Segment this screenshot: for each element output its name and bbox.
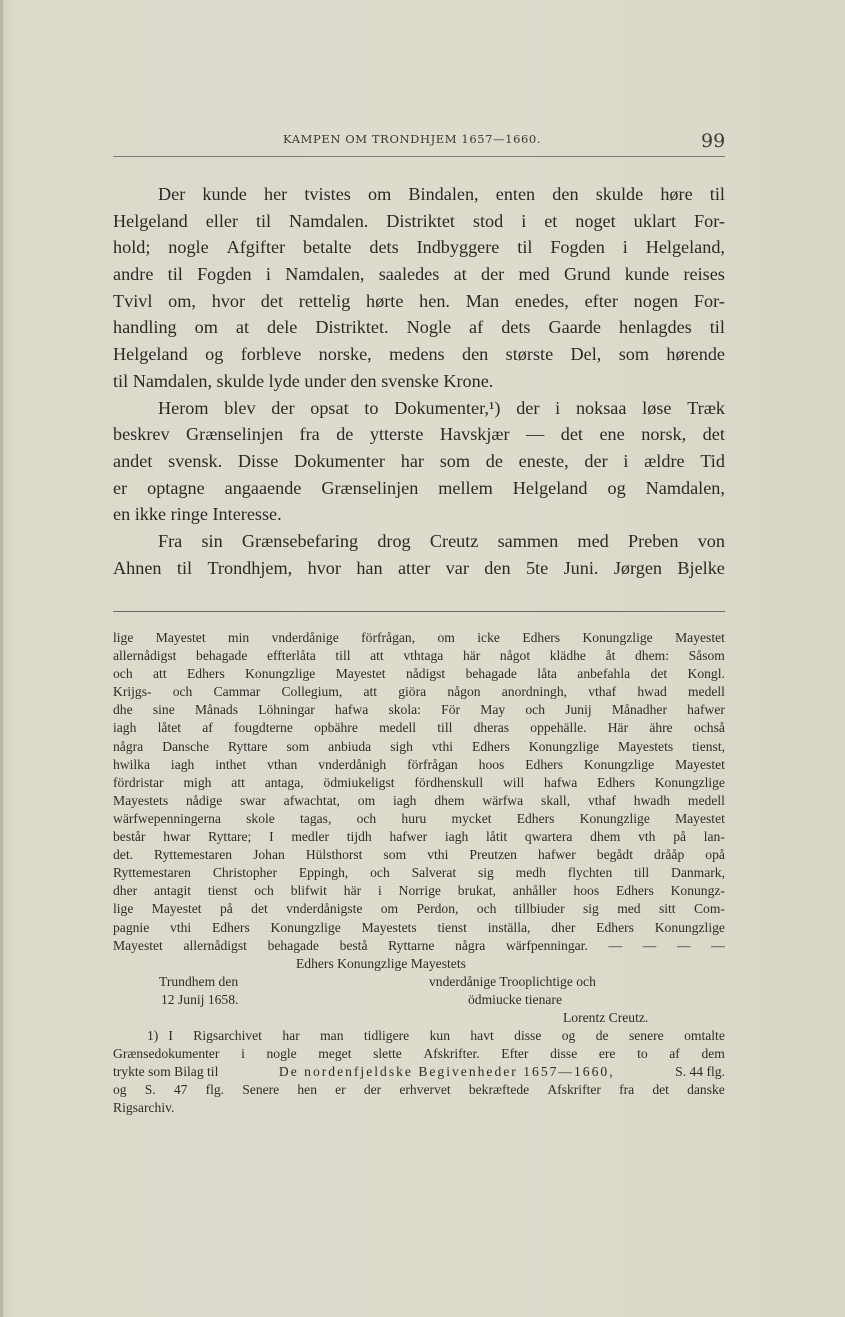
footnote-marker: 1) (147, 1028, 159, 1044)
body-line: Fra sin Grænsebefaring drog Creutz sammen med Preben von (158, 530, 725, 551)
note-line: och att Edhers Konungzlige Mayestet nådigst behagade låta anbefahla det Kongl. (113, 666, 725, 682)
body-line: Herom blev der opsat to Dokumenter,¹) der i noksaa løse Træk (158, 397, 725, 418)
body-line: hold; nogle Afgifter betalte dets Indbyggere til Fogden i Helgeland, (113, 237, 725, 258)
signature-date: 12 Junij 1658. (161, 991, 239, 1007)
body-line: Helgeland eller til Namdalen. Distriktet stod i et noget uklart For- (113, 210, 725, 231)
running-head: KAMPEN OM TRONDHJEM 1657—1660. (283, 132, 542, 146)
note-line: lige Mayestet på det vnderdånigste om Perdon, och tillbiuder sig med sitt Com- (113, 901, 725, 917)
footnote-book-title: De nordenfjeldske Begivenheder 1657—1660, (278, 1064, 615, 1080)
signature-salutation: Edhers Konungzlige Mayestets (296, 955, 466, 971)
note-line: pagnie vthi Edhers Konungzlige Mayestets tienst inställa, dher Edhers Konungzlige (113, 919, 725, 935)
note-line: Ryttemestaren Christopher Eppingh, och Salverat sig medh flychten till Danmark, (113, 865, 725, 881)
note-line: några Dansche Ryttare som anbiuda sigh vthi Edhers Konungzlige Mayestets tienst, (113, 738, 725, 754)
body-line: Der kunde her tvistes om Bindalen, enten den skulde høre til (158, 184, 725, 204)
signature-row (113, 955, 725, 973)
note-line: Mayestets nådige swar afwachtat, om iagh dhem wärfwa skall, vthaf hwadh medell (113, 792, 725, 808)
footnote-line: Rigsarchiv. (113, 1100, 175, 1116)
body-line: til Namdalen, skulde lyde under den svenske Krone. (113, 370, 494, 391)
body-line: Tvivl om, hvor det rettelig hørte hen. Man enedes, efter nogen For- (113, 290, 725, 311)
main-text (113, 181, 725, 581)
body-line: andre til Fogden i Namdalen, saaledes at der med Grund kunde reises (113, 264, 725, 285)
note-line: dhe sine Månads Löhningar hafwa skola: För May och Junij Månadher hafwer (113, 702, 725, 718)
footnote-text: trykte som Bilag til (113, 1064, 219, 1080)
footnote-line (113, 1027, 725, 1045)
footnote-line: Grænsedokumenter i nogle meget slette Afskrifter. Efter disse ere to af dem (113, 1046, 725, 1062)
note-line: Mayestet allernådigst behagade bestå Ryttarne några wärfpenningar. — — — — (113, 937, 725, 953)
note-line: wärfwepenningerna skole tagas, och huru mycket Edhers Konungzlige Mayestet (113, 810, 725, 826)
signature-place: Trundhem den (159, 973, 239, 989)
note-line: iagh låtet af fougdterne opbähre medell till dheras oppehälle. Här ähre ochså (113, 720, 725, 736)
header-rule (113, 156, 725, 157)
signature-row (113, 973, 725, 991)
signature-closing: ödmiucke tienare (468, 991, 562, 1007)
body-line: beskrev Grænselinjen fra de ytterste Havskjær — det ene norsk, det (113, 424, 725, 445)
signature-closing: vnderdånige Trooplichtige och (429, 973, 596, 989)
body-line: en ikke ringe Interesse. (113, 504, 282, 525)
text-note-divider (113, 611, 725, 612)
note-line: består hwar Ryttare; I medler tijdh hafwer iagh låtit qwartera dhem vth på lan- (113, 829, 725, 845)
body-line: er optagne angaaende Grænselinjen mellem Helgeland og Namdalen, (113, 477, 725, 498)
note-line: dher antagit tienst och blifwit här i Norrige brukat, anhåller hoos Edhers Konungz- (113, 883, 725, 899)
body-line: Ahnen til Trondhjem, hvor han atter var den 5te Juni. Jørgen Bjelke (113, 557, 725, 578)
signature-row (113, 1009, 725, 1027)
body-line: handling om at dele Distriktet. Nogle af dets Gaarde henlagdes til (113, 317, 725, 338)
footnote-text: S. 44 flg. (675, 1064, 725, 1080)
footnote-line (113, 1063, 725, 1081)
note-line: lige Mayestet min vnderdånige förfrågan, om icke Edhers Konungzlige Mayestet (113, 630, 725, 645)
footnote-line: og S. 47 flg. Senere hen er der erhvervet bekræftede Afskrifter fra det danske (113, 1082, 725, 1098)
signature-row (113, 991, 725, 1009)
note-line: fördristar migh att antaga, ödmiukeligst fördhenskull will hafwa Edhers Konungzlige (113, 774, 725, 790)
note-line: Krijgs- och Cammar Collegium, att giöra någon anordningh, vthaf hwad medell (113, 684, 725, 700)
footnote-text: I Rigsarchivet har man tidligere kun havt disse og de senere omtalte (168, 1028, 725, 1044)
page-left-edge (0, 0, 3, 1317)
signature-name: Lorentz Creutz. (563, 1009, 649, 1025)
body-line: andet svensk. Disse Dokumenter har som de eneste, der i ældre Tid (113, 450, 725, 471)
page-number: 99 (701, 130, 726, 152)
note-line: allernådigst behagade effterlåta till att vthtaga här något klädhe åt dhem: Såsom (113, 648, 725, 664)
note-line: det. Ryttemestaren Johan Hülsthorst som vthi Preutzen hafwer begådt drååp opå (113, 847, 725, 863)
quoted-letter (113, 629, 725, 1118)
body-line: Helgeland og forbleve norske, medens den største Del, som hørende (113, 344, 725, 365)
note-line: hwilka iagh inthet vthan vnderdånigh förfrågan hoos Edhers Konungzlige Mayestet (113, 756, 725, 772)
